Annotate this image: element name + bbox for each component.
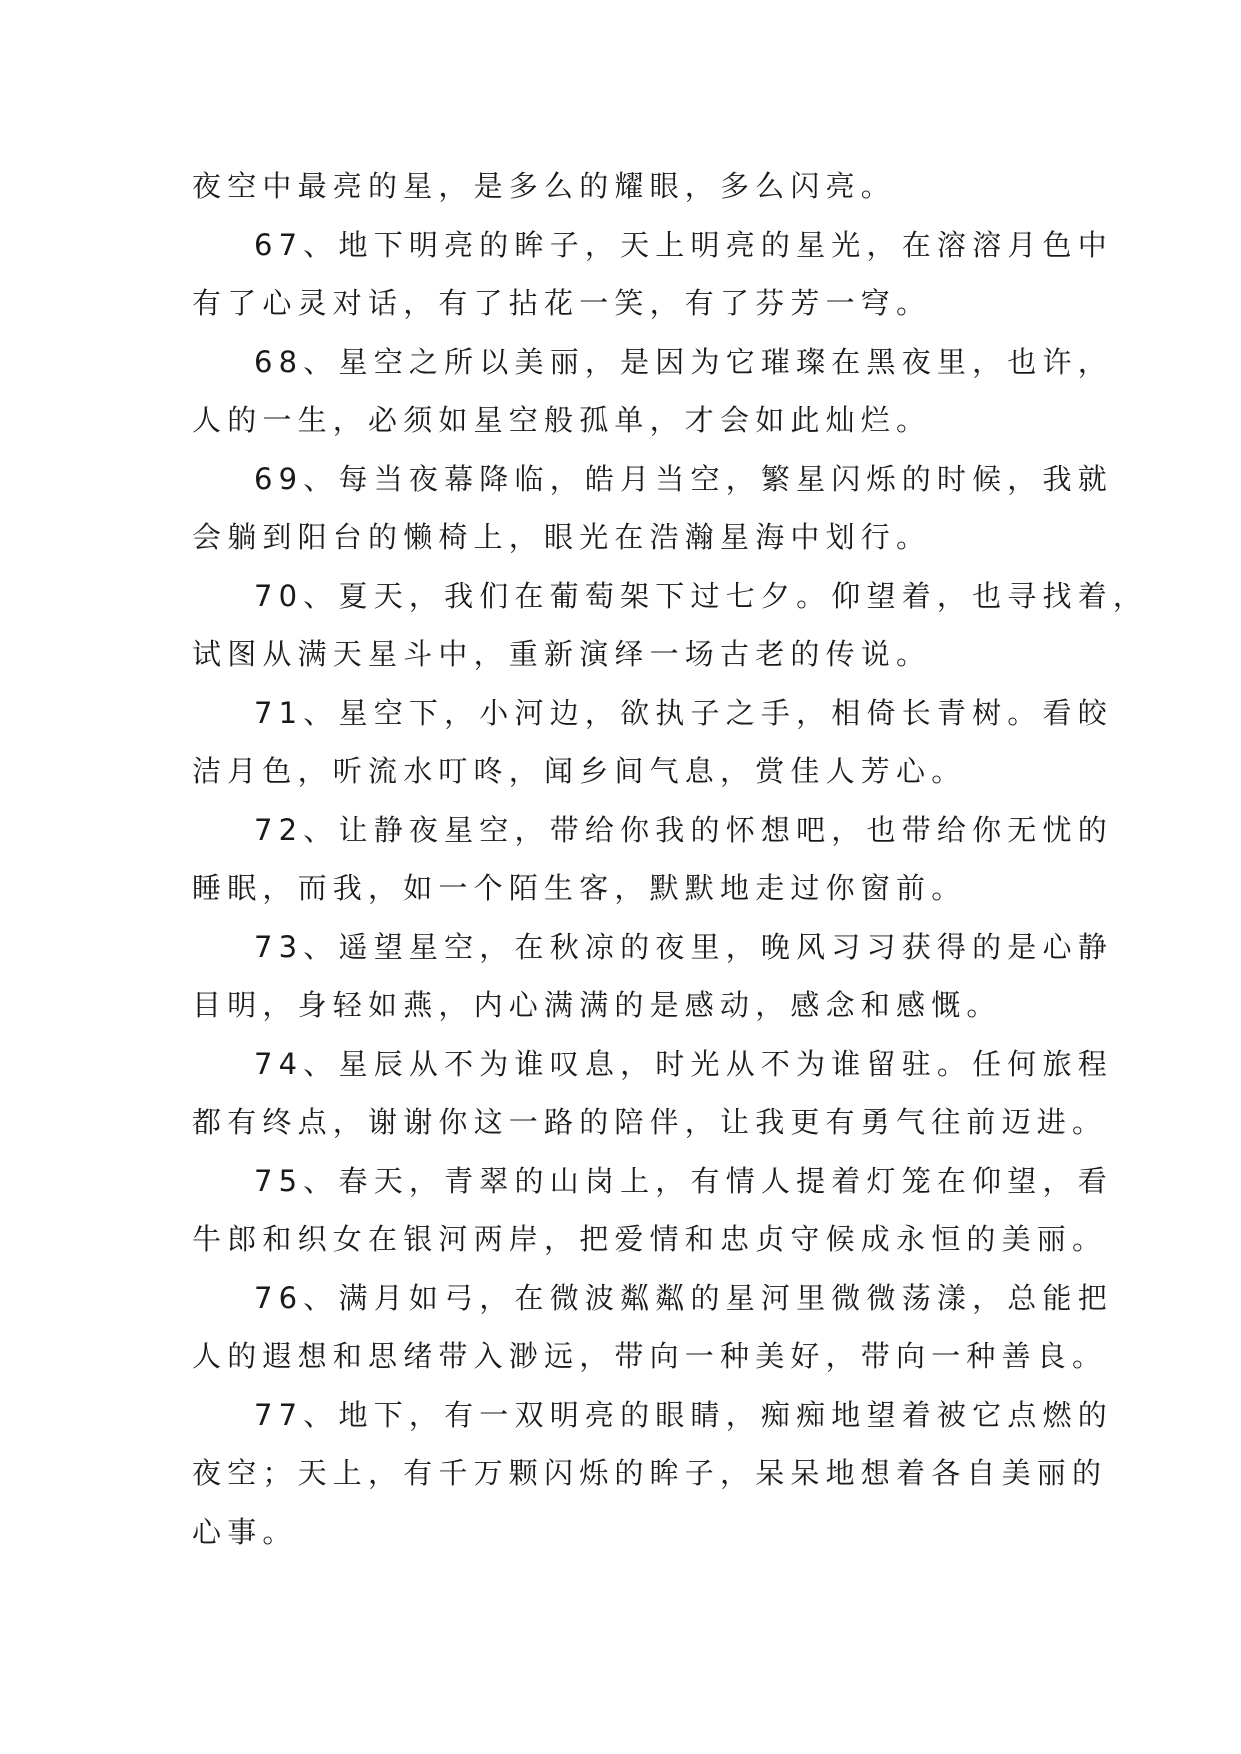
text-line: 睡眠，而我，如一个陌生客，默默地走过你窗前。 <box>192 871 967 905</box>
text-line: 目明，身轻如燕，内心满满的是感动，感念和感慨。 <box>192 988 1002 1022</box>
text-line: 72、让静夜星空，带给你我的怀想吧，也带给你无忧的 <box>254 812 1113 847</box>
text-line: 试图从满天星斗中，重新演绎一场古老的传说。 <box>192 637 932 671</box>
text-line: 75、春天，青翠的山岗上，有情人提着灯笼在仰望，看 <box>254 1163 1113 1198</box>
text-line: 都有终点，谢谢你这一路的陪伴，让我更有勇气往前迈进。 <box>192 1105 1108 1139</box>
document-body <box>192 157 1149 1561</box>
text-line: 心事。 <box>192 1514 298 1549</box>
text-line: 68、星空之所以美丽，是因为它璀璨在黑夜里，也许， <box>254 344 1113 379</box>
text-line: 人的一生，必须如星空般孤单，才会如此灿烂。 <box>192 403 932 437</box>
text-line: 夜空中最亮的星，是多么的耀眼，多么闪亮。 <box>192 169 897 203</box>
text-line: 77、地下，有一双明亮的眼睛，痴痴地望着被它点燃的 <box>254 1397 1113 1432</box>
text-line: 69、每当夜幕降临，皓月当空，繁星闪烁的时候，我就 <box>254 461 1113 496</box>
text-line: 牛郎和织女在银河两岸，把爱情和忠贞守候成永恒的美丽。 <box>192 1222 1108 1256</box>
text-line: 人的遐想和思绪带入渺远，带向一种美好，带向一种善良。 <box>192 1339 1108 1373</box>
text-line: 71、星空下，小河边，欲执子之手，相倚长青树。看皎 <box>254 695 1113 730</box>
text-line: 会躺到阳台的懒椅上，眼光在浩瀚星海中划行。 <box>192 520 932 554</box>
text-line: 有了心灵对话，有了拈花一笑，有了芬芳一穹。 <box>192 286 932 320</box>
text-line: 73、遥望星空，在秋凉的夜里，晚风习习获得的是心静 <box>254 929 1113 964</box>
text-line: 夜空；天上，有千万颗闪烁的眸子，呆呆地想着各自美丽的 <box>192 1456 1108 1490</box>
text-line: 74、星辰从不为谁叹息，时光从不为谁留驻。任何旅程 <box>254 1046 1113 1081</box>
text-line: 洁月色，听流水叮咚，闻乡间气息，赏佳人芳心。 <box>192 754 967 788</box>
text-line: 76、满月如弓，在微波粼粼的星河里微微荡漾，总能把 <box>254 1280 1113 1315</box>
text-line: 67、地下明亮的眸子，天上明亮的星光，在溶溶月色中 <box>254 227 1113 262</box>
text-line: 70、夏天，我们在葡萄架下过七夕。仰望着，也寻找着， <box>254 578 1149 613</box>
